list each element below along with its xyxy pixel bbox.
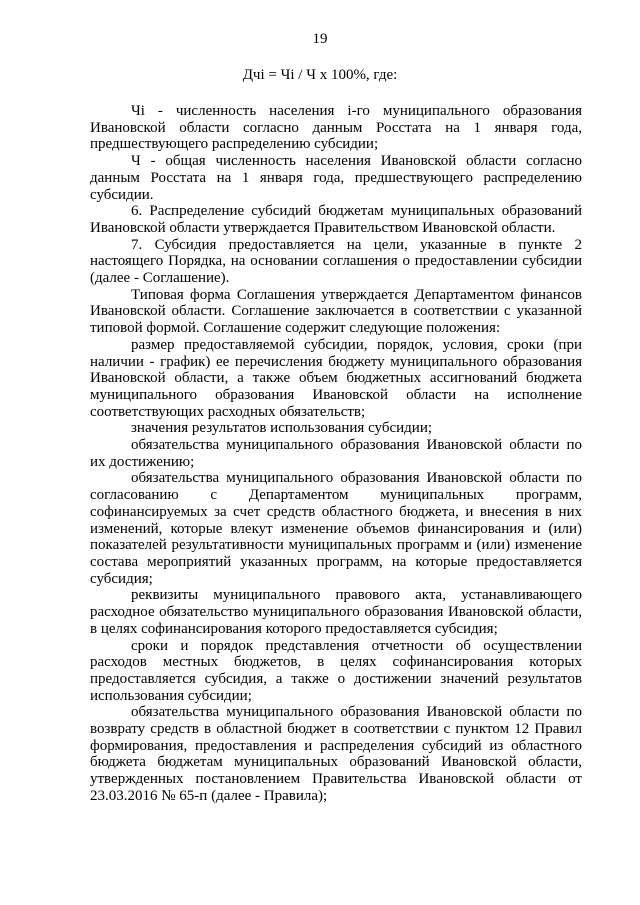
paragraph-subsidy-amount: размер предоставляемой субсидии, порядок, условия, сроки (при наличии - график) ее перечисления бюджету муниципального образования Ивановской области, а также объем бюджетных ассигнований бюджета муниципального образования Ивановской области на исполнение соответствующих расходных обязательств; (90, 336, 582, 420)
paragraph-chi-definition: Чi - численность населения i-го муниципального образования Ивановской области согласно данным Росстата на 1 января года, предшествующего распределению субсидии; (90, 103, 582, 153)
paragraph-ch-definition: Ч - общая численность населения Ивановской области согласно данным Росстата на 1 января года, предшествующего распределению субсидии. (90, 153, 582, 203)
paragraph-approval-obligations: обязательства муниципального образования Ивановской области по согласованию с Департаментом муниципальных программ, софинансируемых за счет средств областного бюджета, и внесения в них изменений, которые влекут изменение объемов финансирования и (или) показателей результативности муниципальных программ и (или) изменение состава мероприятий указанных программ, на которые предоставляется субсидия; (90, 470, 582, 587)
paragraph-typical-form: Типовая форма Соглашения утверждается Департаментом финансов Ивановской области. Соглашение заключается в соответствии с указанной типовой формой. Соглашение содержит следующие положения: (90, 286, 582, 337)
paragraph-achievement-obligations: обязательства муниципального образования Ивановской области по их достижению; (90, 437, 582, 470)
paragraph-reporting-terms: сроки и порядок представления отчетности об осуществлении расходов местных бюджетов, в целях софинансирования которых предоставляется субсидия, а также о достижении значений результатов использования субсидии; (90, 637, 582, 704)
paragraph-refund-obligations: обязательства муниципального образования Ивановской области по возврату средств в областной бюджет в соответствии с пунктом 12 Правил формирования, предоставления и распределения субсидий из областного бюджета бюджетам муниципальных образований Ивановской области, утвержденных постановлением Правительства Ивановской области от 23.03.2016 № 65-п (далее - Правила); (90, 704, 582, 804)
paragraph-legal-act-details: реквизиты муниципального правового акта, устанавливающего расходное обязательство муниципального образования Ивановской области, в целях софинансирования которого предоставляется субсидия; (90, 587, 582, 637)
page-number: 19 (312, 31, 328, 47)
paragraph-item-7: 7. Субсидия предоставляется на цели, указанные в пункте 2 настоящего Порядка, на основании соглашения о предоставлении субсидии (далее - Соглашение). (90, 236, 582, 287)
paragraph-item-6: 6. Распределение субсидий бюджетам муниципальных образований Ивановской области утверждается Правительством Ивановской области. (90, 203, 582, 236)
paragraph-result-values: значения результатов использования субсидии; (131, 420, 433, 437)
document-body (90, 103, 582, 805)
formula-line: Дчi = Чi / Ч x 100%, где: (242, 67, 398, 83)
